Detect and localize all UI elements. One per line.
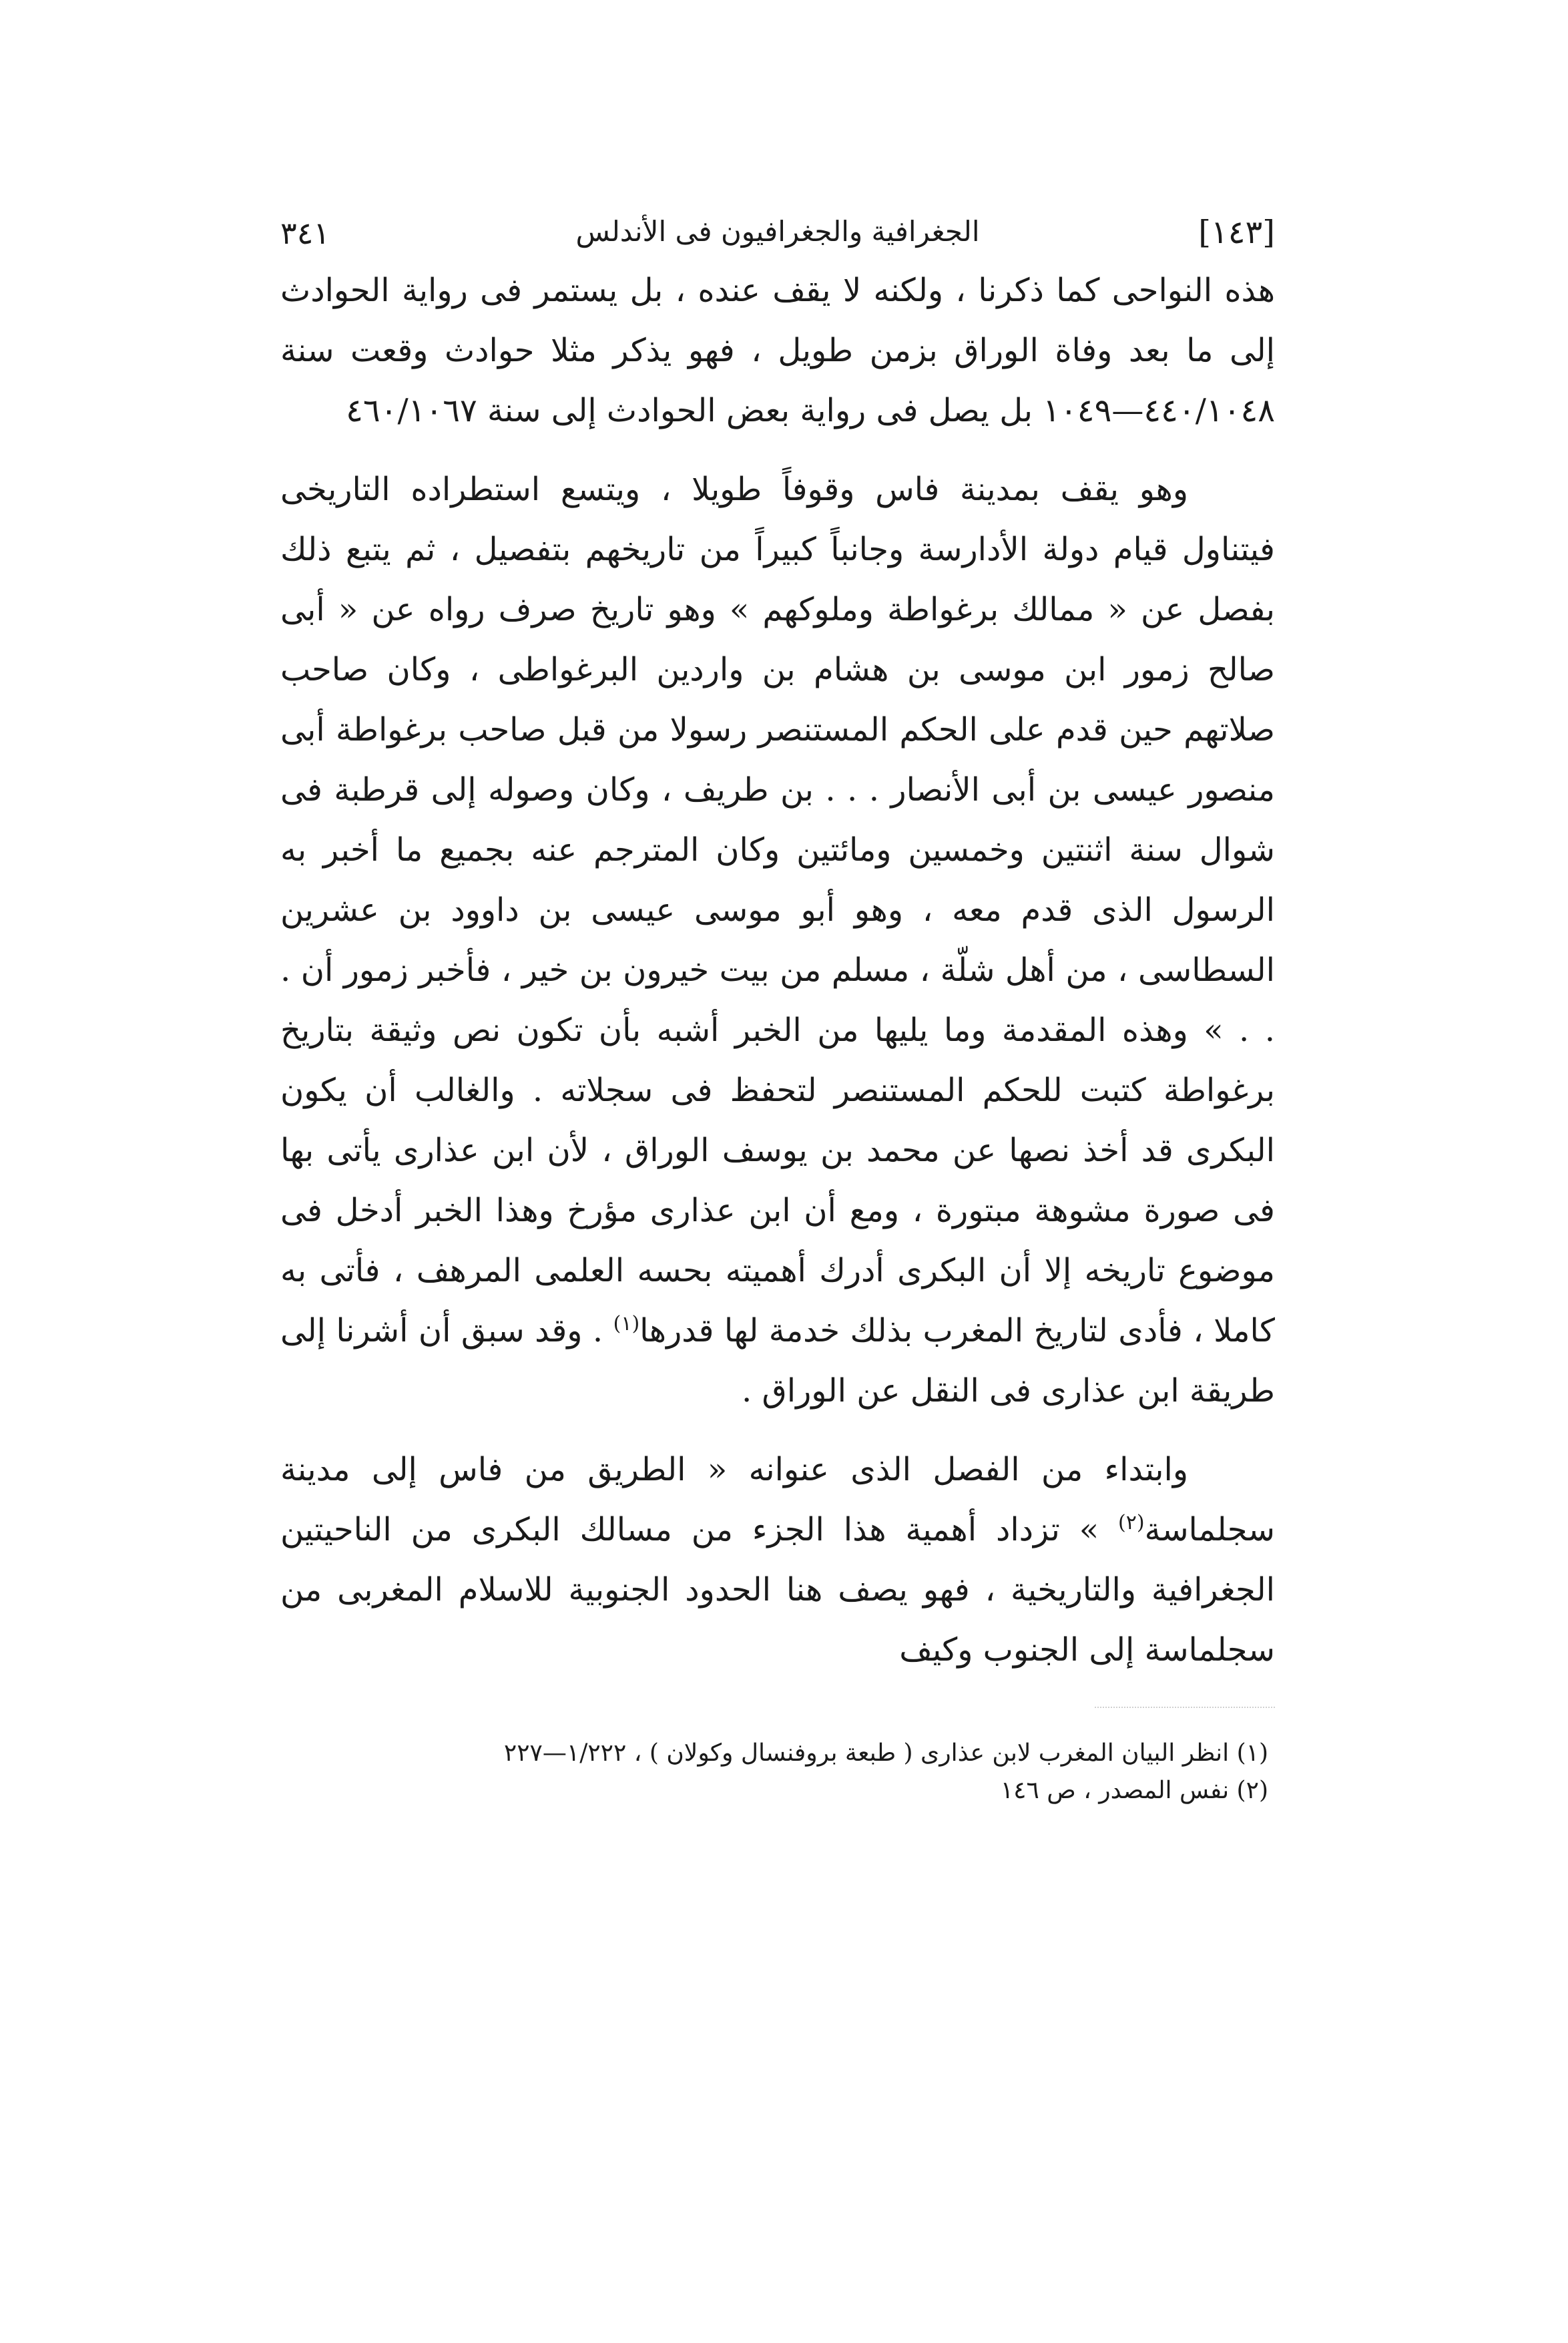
paragraph-text: وابتداء من الفصل الذى عنوانه « الطريق من فاس إلى مدينة سجلماسة: [280, 1451, 1275, 1548]
page-header: [280, 200, 1275, 260]
paragraph: [280, 1440, 1275, 1680]
page-number: ٣٤١: [280, 215, 330, 251]
page-reference: [١٤٣]: [1198, 214, 1275, 251]
footnote-marker: (١): [613, 1312, 640, 1335]
paragraph-text: وهو يقف بمدينة فاس وقوفاً طويلا ، ويتسع استطراده التاريخى فيتناول قيام دولة الأدارسة وجانباً كبيراً من تاريخهم بتفصيل ، ثم يتبع ذلك بفصل عن « ممالك برغواطة وملوكهم » وهو تاريخ صرف رواه عن « أبى صالح زمور ابن موسى بن هشام بن واردين البرغواطى ، وكان صاحب صلاتهم حين قدم على الحكم المستنصر رسولا من قبل صاحب برغواطة أبى منصور عيسى بن أبى الأنصار . . . بن طريف ، وكان وصوله إلى قرطبة فى شوال سنة اثنتين وخمسين ومائتين وكان المترجم عنه بجميع ما أخبر به الرسول الذى قدم معه ، وهو أبو موسى عيسى بن داوود بن عشرين السطاسى ، من أهل شلّة ، مسلم من بيت خيرون بن خير ، فأخبر زمور أن . . . » وهذه المقدمة وما يليها من الخبر أشبه بأن تكون نص وثيقة بتاريخ برغواطة كتبت للحكم المستنصر لتحفظ فى سجلاته . والغالب أن يكون البكرى قد أخذ نصها عن محمد بن يوسف الوراق ، لأن ابن عذارى يأتى بها فى صورة مشوهة مبتورة ، ومع أن ابن عذارى مؤرخ وهذا الخبر أدخل فى موضوع تاريخه إلا أن البكرى أدرك أهميته بحسه العلمى المرهف ، فأتى به كاملا ، فأدى لتاريخ المغرب بذلك خدمة لها قدرها: [280, 471, 1276, 1349]
main-text: [280, 260, 1275, 1680]
footnote: (١) انظر البيان المغرب لابن عذارى ( طبعة بروفنسال وكولان ) ، ١/٢٢٢—٢٢٧: [503, 1739, 1268, 1767]
footnotes: [280, 1735, 1275, 1809]
paragraph: [280, 459, 1275, 1421]
paragraph-text: » تزداد أهمية هذا الجزء من مسالك البكرى من الناحيتين الجغرافية والتاريخية ، فهو يصف هنا الحدود الجنوبية للاسلام المغربى من سجلماسة إلى الجنوب وكيف: [280, 1511, 1276, 1669]
book-page: [280, 200, 1275, 1809]
running-title: الجغرافية والجغرافيون فى الأندلس: [575, 215, 980, 248]
footnote-marker: (٢): [1118, 1511, 1145, 1534]
footnote-separator: [1095, 1707, 1275, 1708]
paragraph: هذه النواحى كما ذكرنا ، ولكنه لا يقف عنده ، بل يستمر فى رواية الحوادث إلى ما بعد وفاة الوراق بزمن طويل ، فهو يذكر مثلا حوادث وقعت سنة ٤٤٠/١٠٤٨—١٠٤٩ بل يصل فى رواية بعض الحوادث إلى سنة ٤٦٠/١٠٦٧: [280, 272, 1276, 429]
footnote: (٢) نفس المصدر ، ص ١٤٦: [1000, 1777, 1268, 1804]
paragraph-text: . وقد سبق أن أشرنا إلى طريقة ابن عذارى فى النقل عن الوراق .: [280, 1312, 1275, 1410]
